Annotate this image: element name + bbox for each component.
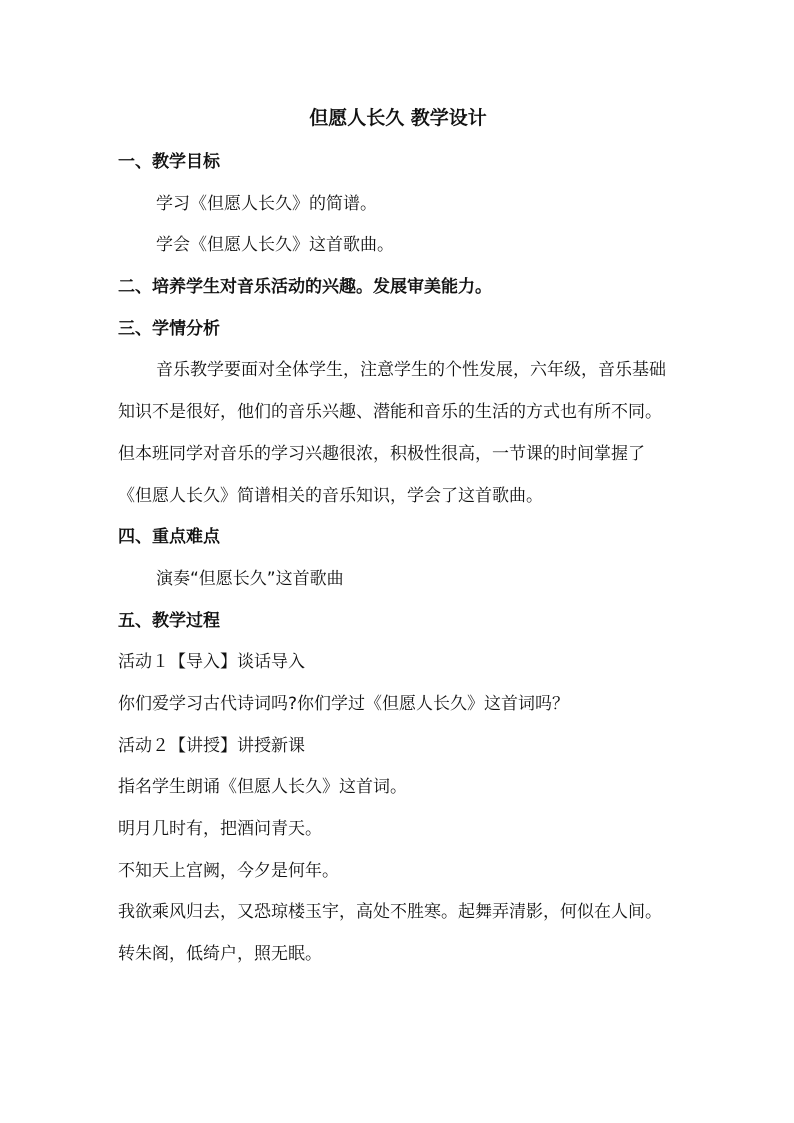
activity-2-title: 活动２【讲授】讲授新课 — [118, 735, 305, 756]
section-heading-process: 五、教学过程 — [118, 610, 220, 631]
activity-1-text: 你们爱学习古代诗词吗?你们学过《但愿人长久》这首词吗？ — [118, 694, 570, 714]
activity-2-text: 指名学生朗诵《但愿人长久》这首词。 — [118, 777, 407, 798]
section-heading-interest: 二、培养学生对音乐活动的兴趣。发展审美能力。 — [118, 277, 492, 298]
section-heading-key-points: 四、重点难点 — [118, 527, 220, 548]
section-heading-objectives: 一、教学目标 — [118, 152, 220, 172]
key-point-item: 演奏“但愿长久”这首歌曲 — [156, 568, 344, 589]
document-title: 但愿人长久 教学设计 — [309, 107, 487, 129]
poem-line: 我欲乘风归去，又恐琼楼玉宇，高处不胜寒。起舞弄清影，何似在人间。 — [118, 902, 662, 923]
section-heading-analysis: 三、学情分析 — [118, 318, 220, 339]
poem-line: 明月几时有，把酒问青天。 — [118, 819, 322, 840]
poem-line: 不知天上宫阙，今夕是何年。 — [118, 860, 339, 881]
objective-item: 学会《但愿人长久》这首歌曲。 — [156, 235, 394, 256]
poem-line: 转朱阁，低绮户，照无眠。 — [118, 944, 322, 965]
document-page — [118, 100, 678, 976]
objective-item: 学习《但愿人长久》的简谱。 — [156, 193, 377, 214]
activity-1-title: 活动１【导入】谈话导入 — [118, 652, 305, 673]
analysis-paragraph: 音乐教学要面对全体学生，注意学生的个性发展，六年级，音乐基础知识不是很好，他们的音乐兴趣、潜能和音乐的生活的方式也有所不同。但本班同学对音乐的学习兴趣很浓，积极性很高，一节课的时间掌握了《但愿人长久》简谱相关的音乐知识，学会了这首歌曲。 — [118, 360, 666, 506]
